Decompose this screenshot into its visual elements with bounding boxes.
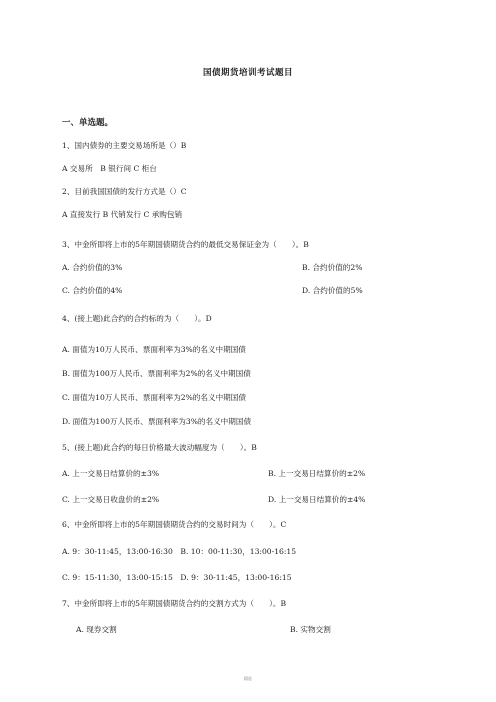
question-5-option-d: D. 上一交易日结算价的±4% xyxy=(268,495,366,504)
question-5-option-b: B. 上一交易日结算价的±2% xyxy=(268,469,366,478)
question-2-options: A 直接发行 B 代销发行 C 承购包销 xyxy=(62,210,183,219)
question-7: 7、中金所即将上市的5年期国债期货合约的交割方式为（ ）。B xyxy=(62,599,287,608)
question-1-options: A 交易所 B 银行间 C 柜台 xyxy=(62,164,157,173)
page-footer: 精选 xyxy=(244,676,252,681)
question-4-option-a: A. 面值为10万人民币、票面利率为3%的名义中期国债 xyxy=(62,345,246,354)
question-6: 6、中金所即将上市的5年期国债期货合约的交易时间为（ ）。C xyxy=(62,520,287,529)
question-4-option-d: D. 面值为100万人民币、票面利率为3%的名义中期国债 xyxy=(62,417,252,426)
question-5-option-c: C. 上一交易日收盘价的±2% xyxy=(62,495,160,504)
question-7-option-b: B. 实物交割 xyxy=(290,625,331,634)
question-4-option-c: C. 面值为10万人民币、票面利率为2%的名义中期国债 xyxy=(62,393,246,402)
question-3-option-c: C. 合约价值的4% xyxy=(62,286,123,295)
section-heading: 一、单选题。 xyxy=(62,118,114,128)
question-6-options-ab: A. 9：30-11:45，13:00-16:30 B. 10：00-11:30，13:00-16:15 xyxy=(62,547,297,556)
question-1: 1、国内债券的主要交易场所是（）B xyxy=(62,141,187,150)
question-6-options-cd: C. 9：15-11:30，13:00-15:15 D. 9：30-11:45，13:00-16:15 xyxy=(62,573,292,582)
question-3: 3、中金所即将上市的5年期国债期货合约的最低交易保证金为（ ）。B xyxy=(62,240,309,249)
question-4: 4、(接上题)此合约的合约标的为（ ）。D xyxy=(62,314,212,323)
question-5-option-a: A. 上一交易日结算价的±3% xyxy=(62,469,160,478)
page-title: 国债期货培训考试题目 xyxy=(202,68,293,78)
question-5: 5、(接上题)此合约的每日价格最大波动幅度为（ ）。B xyxy=(62,443,257,452)
question-2: 2、目前我国国债的发行方式是（）C xyxy=(62,187,187,196)
question-3-option-b: B. 合约价值的2% xyxy=(302,263,363,272)
question-3-option-d: D. 合约价值的5% xyxy=(302,286,363,295)
question-3-option-a: A. 合约价值的3% xyxy=(62,263,123,272)
question-4-option-b: B. 面值为100万人民币、票面利率为2%的名义中期国债 xyxy=(62,369,251,378)
question-7-option-a: A. 现券交割 xyxy=(76,625,117,634)
